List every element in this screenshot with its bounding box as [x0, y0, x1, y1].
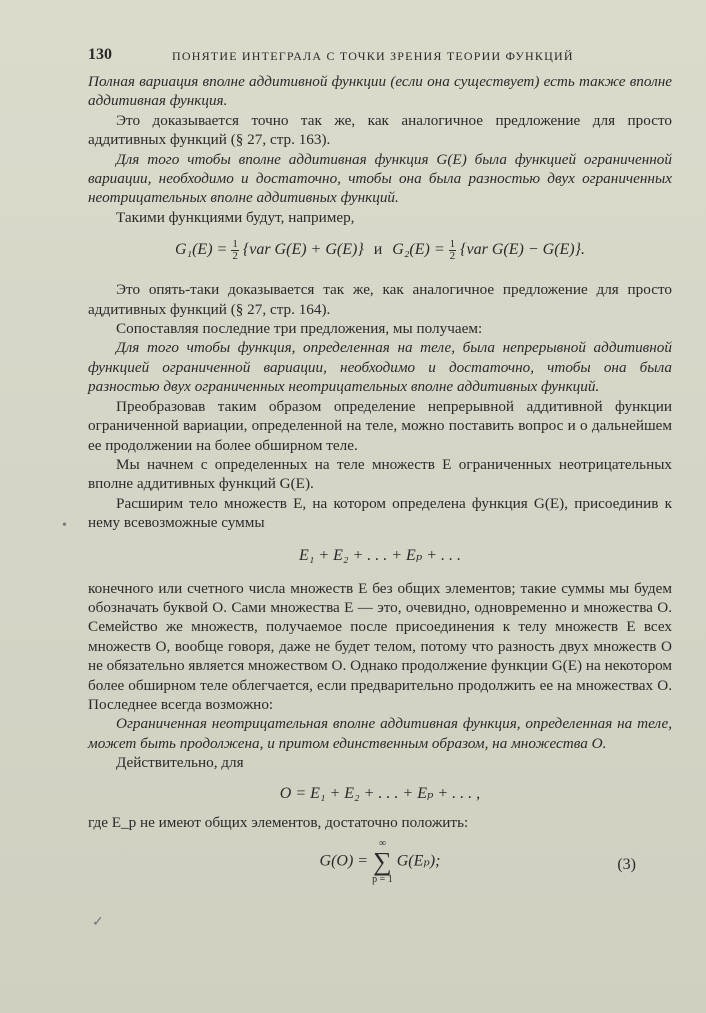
equation-body-1: {var G(E) + G(E)}: [242, 241, 364, 259]
text-paragraph: Действительно, для: [116, 754, 244, 772]
text-paragraph: Сопоставляя последние три предложения, мы получаем:: [116, 320, 483, 338]
text-paragraph: Такими функциями будут, например,: [116, 208, 355, 226]
theorem-paragraph: Для того чтобы функция, определенная на теле, была непрерывной аддитивной функцией ограниченной вариации, необходимо и достаточно, чтобы она была разностью двух ограниченных неотрицательных вполне аддитивных функций.: [88, 339, 672, 396]
summation-symbol: ∞ ∑ p = 1: [372, 838, 393, 885]
equation-sum-series: E₁ + E₂ + . . . + Eₚ + . . .: [298, 546, 462, 564]
equation-o-decomposition: O = E₁ + E₂ + . . . + Eₚ + . . . ,: [279, 784, 481, 802]
page-header: [88, 46, 672, 70]
text-paragraph: Расширим тело множеств E, на котором определена функция G(E), присоединив к нему всевозможные суммы: [88, 494, 672, 532]
equation-rhs: G(Eₚ);: [396, 852, 441, 870]
equation-body-2: {var G(E) − G(E)}.: [460, 241, 586, 259]
proof-paragraph: Это доказывается точно так же, как аналогичное предложение для просто аддитивных функций (§ 27, стр. 163).: [88, 111, 672, 149]
fraction-half: $\frac{1}{2}$: [232, 238, 238, 263]
equation-lhs-2: G₂(E) =: [392, 241, 445, 259]
margin-pencil-mark: ✓: [92, 915, 104, 930]
margin-dot-mark: •: [62, 518, 67, 533]
theorem-paragraph: Полная вариация вполне аддитивной функции (если она существует) есть также вполне аддитивная функция.: [88, 73, 672, 110]
proof-paragraph: Это опять-таки доказывается так же, как аналогичное предложение для просто аддитивных функций (§ 27, стр. 164).: [88, 281, 672, 318]
equation-variation: [88, 239, 672, 262]
page-number: 130: [88, 46, 112, 63]
equation-number: (3): [617, 856, 636, 873]
theorem-paragraph: Ограниченная неотрицательная вполне аддитивная функция, определенная на теле, может быть продолжена, и притом единственным образом, на множества O.: [88, 715, 672, 752]
text-paragraph: Мы начнем с определенных на теле множеств E ограниченных неотрицательных вполне аддитивных функций G(E).: [88, 455, 672, 493]
equation-lhs-1: G₁(E) =: [174, 241, 228, 259]
theorem-paragraph: Для того чтобы вполне аддитивная функция G(E) была функцией ограниченной вариации, необходимо и достаточно, чтобы она была разностью двух ограниченных неотрицательных вполне аддитивных функций.: [88, 150, 672, 207]
equation-go-sum: [88, 838, 672, 886]
fraction-half: $\frac{1}{2}$: [449, 238, 456, 263]
equation-conjunction: и: [373, 241, 383, 259]
text-paragraph: конечного или счетного числа множеств E без общих элементов; такие суммы мы будем обозначать буквой O. Сами множества E — это, очевидно, одновременно и множества O. Семейство же множеств, получаемое после присоединения к телу множеств E всех множеств O, вообще говоря, даже не будет телом, потому что разность двух множеств O не обязательно является множеством O. Однако продолжение функции G(E) на некотором более обширном теле облегчается, если предварительно продолжить ее на множествах O. Последнее всегда возможно:: [88, 579, 672, 713]
text-paragraph: Преобразовав таким образом определение непрерывной аддитивной функции ограниченной вариации, определенной на теле, можно поставить вопрос и о дальнейшем ее продолжении на более обширном теле.: [88, 397, 672, 454]
text-paragraph: где E_p не имеют общих элементов, достаточно положить:: [88, 813, 469, 831]
equation-lhs: G(O) =: [319, 852, 369, 870]
equation-3-row: [88, 838, 672, 902]
running-head: ПОНЯТИЕ ИНТЕГРАЛА С ТОЧКИ ЗРЕНИЯ ТЕОРИИ ФУНКЦИЙ: [172, 49, 574, 63]
